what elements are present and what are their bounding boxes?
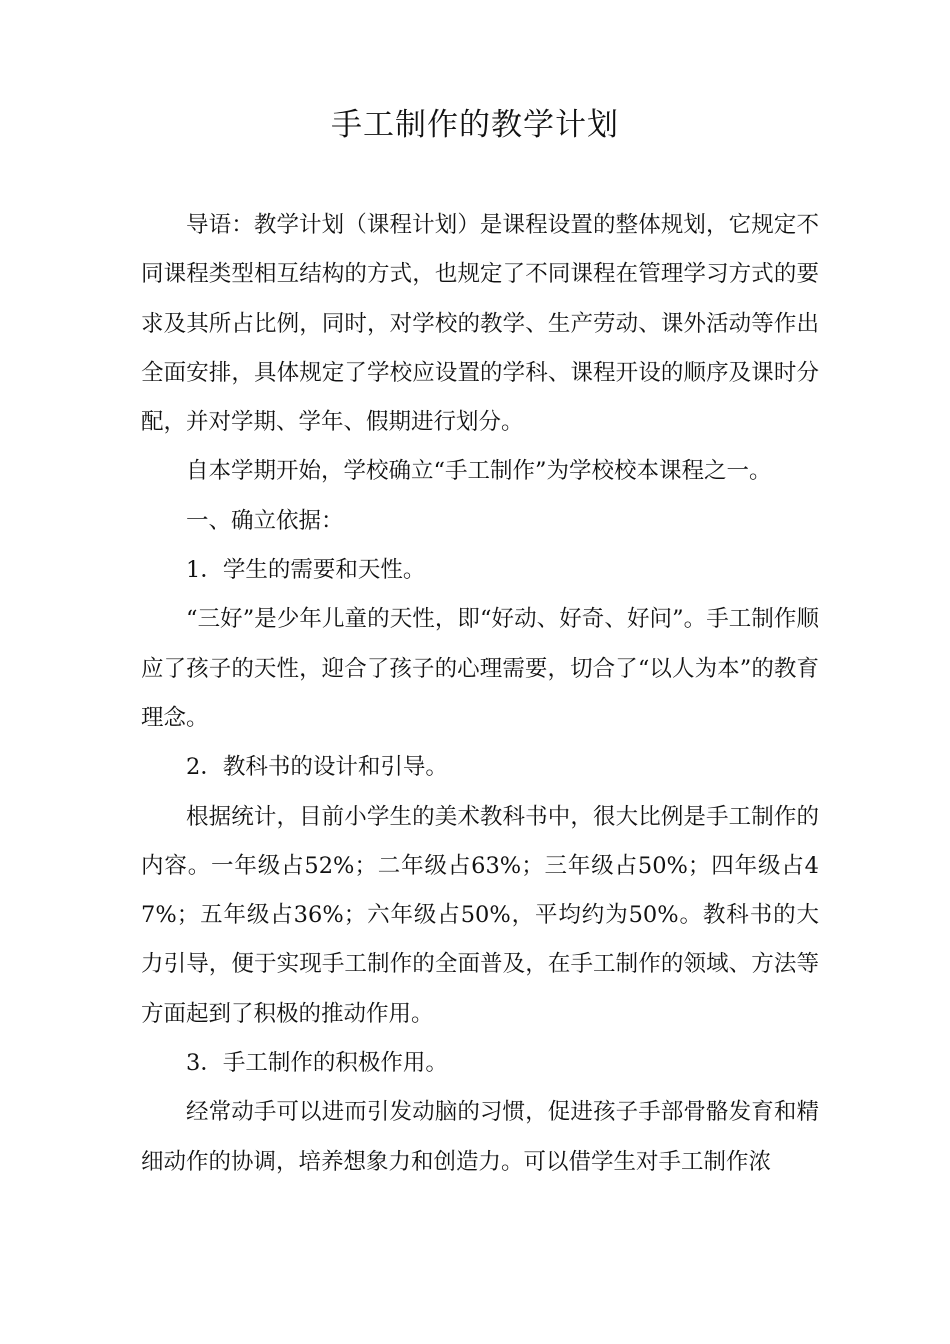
textbook-statistics-paragraph: 根据统计，目前小学生的美术教科书中，很大比例是手工制作的内容。一年级占52%；二年级占63%；三年级占50%；四年级占47%；五年级占36%；六年级占50%，平均约为50%。教科书的大力引导，便于实现手工制作的全面普及，在手工制作的领域、方法等方面起到了积极的推动作用。 <box>141 803 819 1027</box>
positive-effects-paragraph: 经常动手可以进而引发动脑的习惯，促进孩子手部骨骼发育和精细动作的协调，培养想象力和创造力。可以借学生对手工制作浓 <box>141 1099 819 1175</box>
intro-paragraph: 导语：教学计划（课程计划）是课程设置的整体规划，它规定不同课程类型相互结构的方式，也规定了不同课程在管理学习方式的要求及其所占比例，同时，对学校的教学、生产劳动、课外活动等作出全面安排，具体规定了学校应设置的学科、课程开设的顺序及课时分配，并对学期、学年、假期进行划分。 <box>141 212 819 436</box>
section-heading-basis: 一、确立依据： <box>186 507 344 534</box>
document-title: 手工制作的教学计划 <box>331 107 619 143</box>
course-established-paragraph: 自本学期开始，学校确立“手工制作”为学校校本课程之一。 <box>186 458 772 485</box>
student-needs-paragraph: “三好”是少年儿童的天性，即“好动、好奇、好问”。手工制作顺应了孩子的天性，迎合了孩子的心理需要，切合了“以人为本”的教育理念。 <box>141 606 819 731</box>
subheading-student-needs: 1．学生的需要和天性。 <box>186 557 426 584</box>
subheading-positive-effects: 3．手工制作的积极作用。 <box>186 1050 448 1077</box>
document-body <box>141 201 819 1187</box>
subheading-textbook-design: 2．教科书的设计和引导。 <box>186 754 448 781</box>
